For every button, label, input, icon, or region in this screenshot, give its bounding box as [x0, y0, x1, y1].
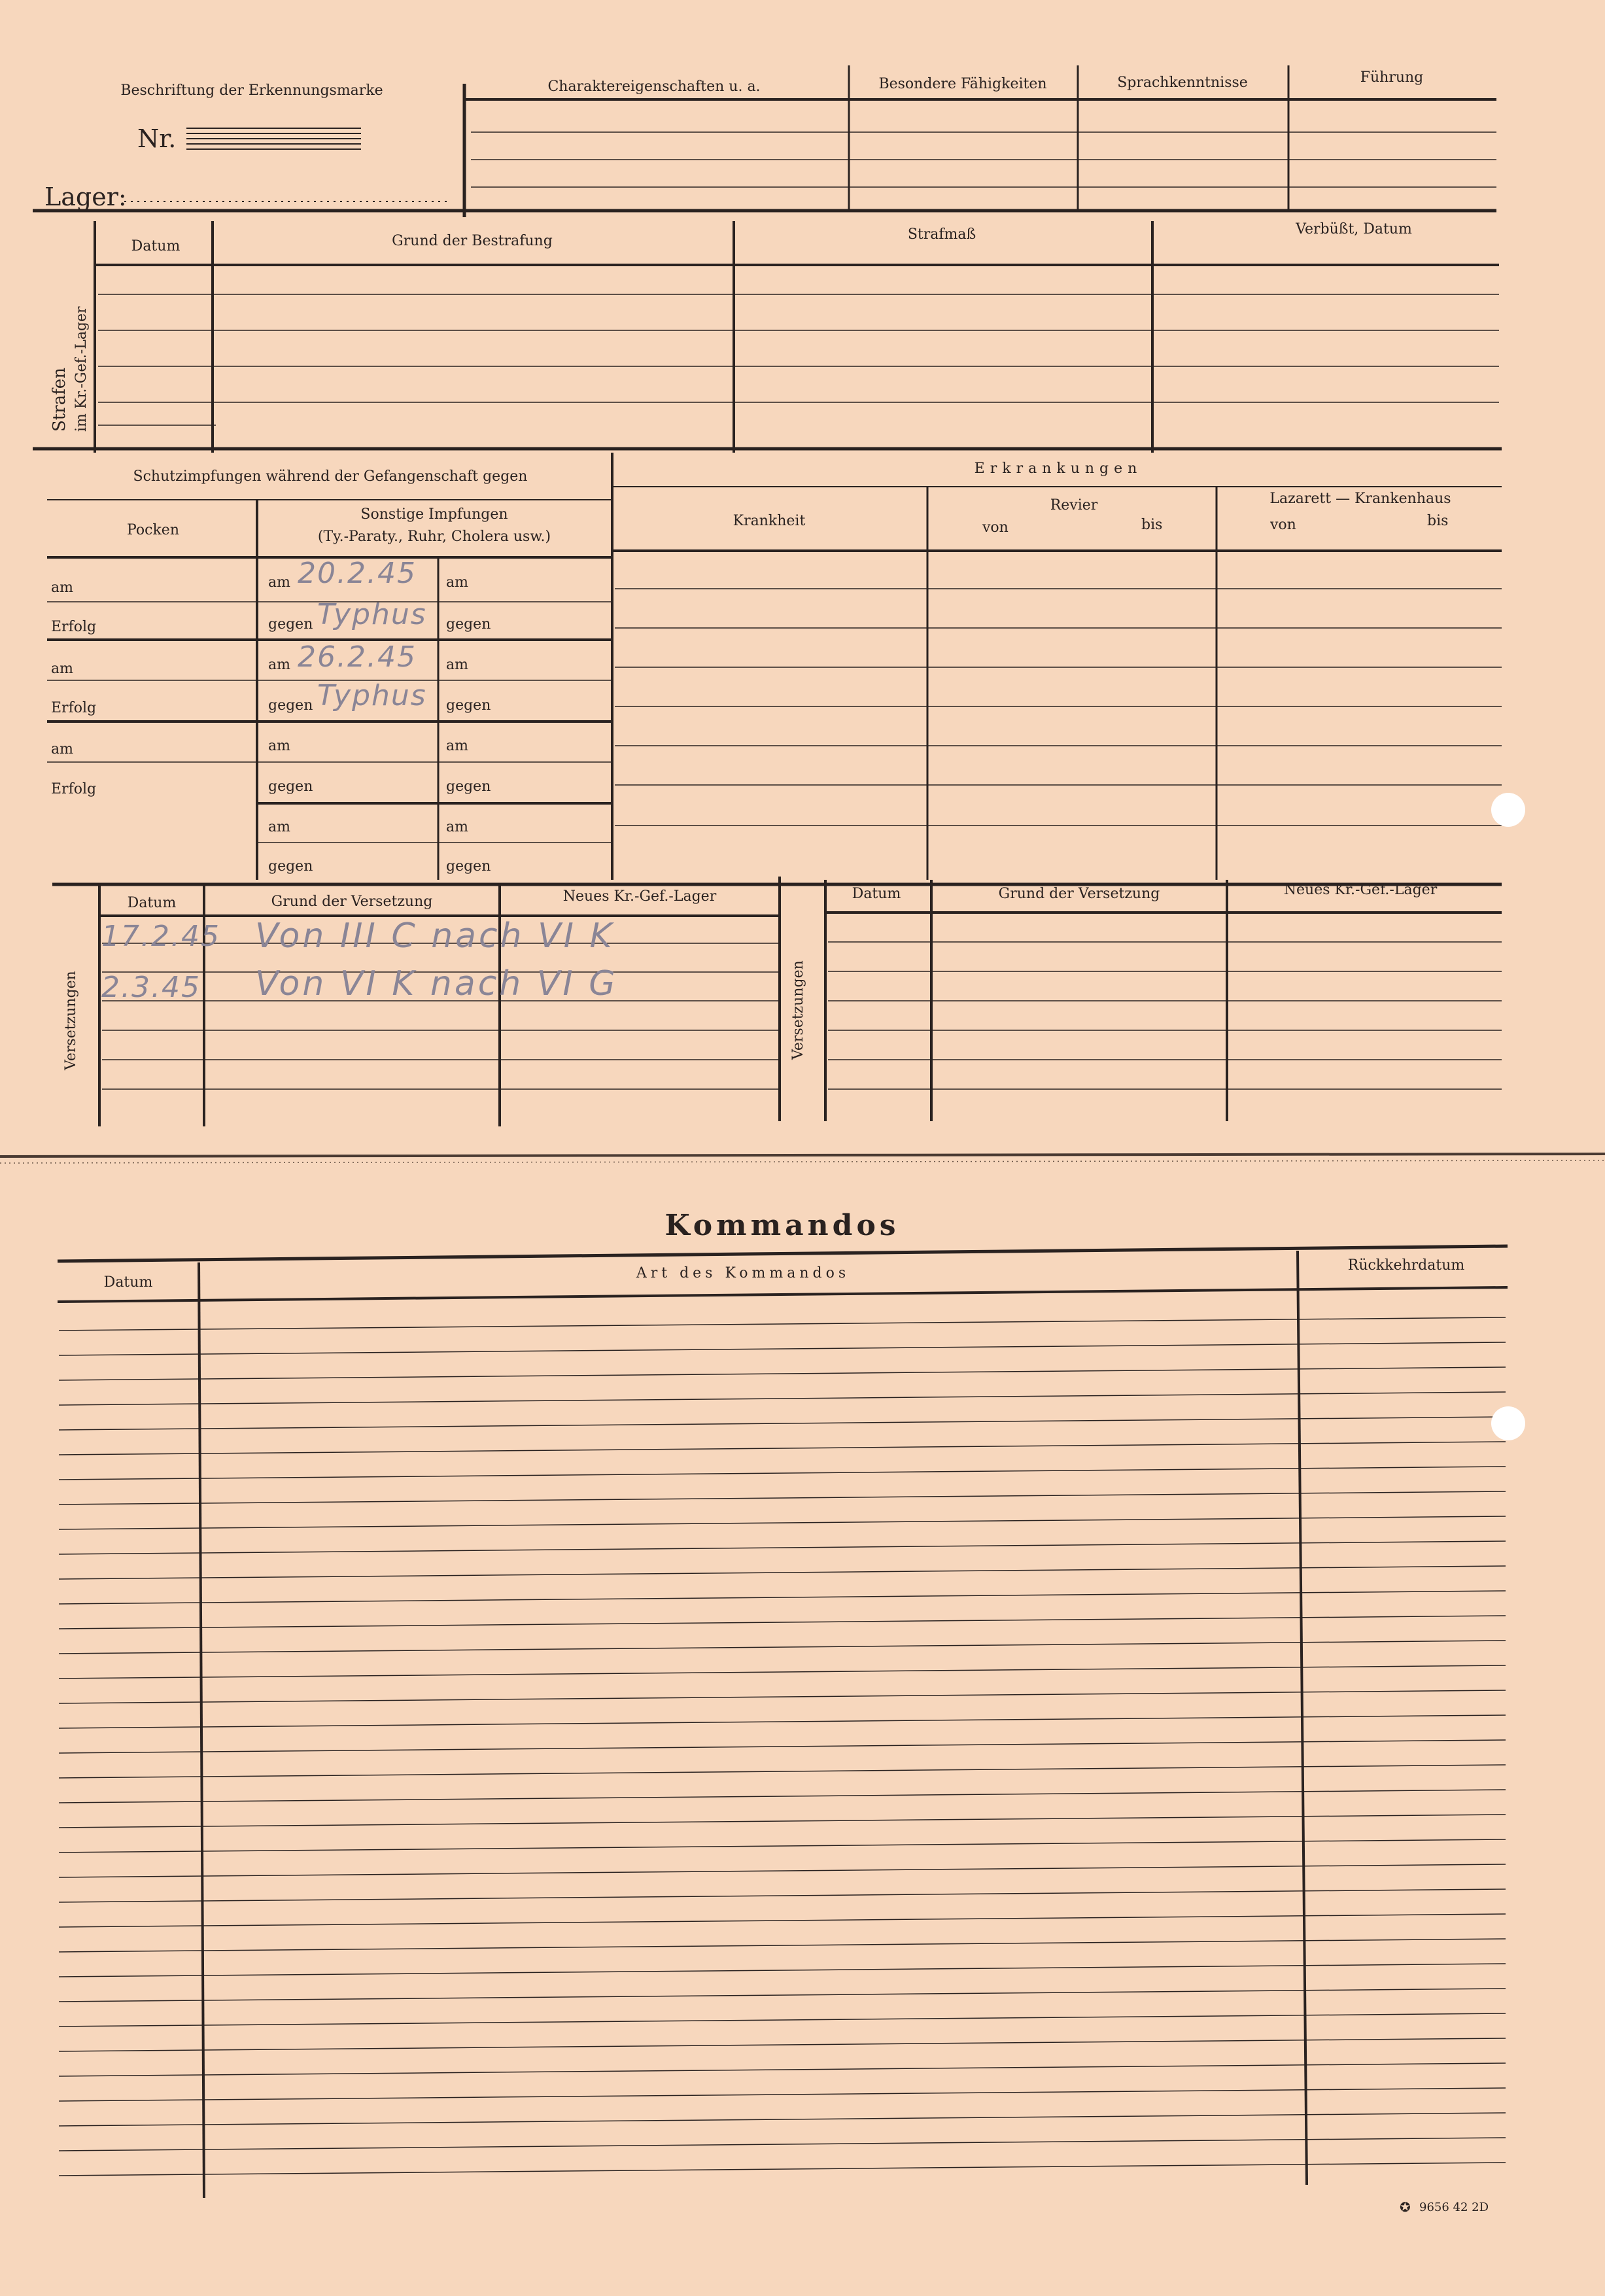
pocken-erfolg-1: Erfolg	[51, 619, 97, 635]
kommandos-rule	[59, 1790, 1506, 1803]
transfer-reason-1: Von III C nach VI K	[255, 916, 615, 956]
punch-hole	[1491, 1406, 1525, 1440]
kommandos-rule	[59, 1939, 1506, 1952]
eagle-seal-icon: ✪	[1400, 2199, 1411, 2215]
kommandos-rule	[59, 1765, 1506, 1778]
versetzungen-side-label-right: Versetzungen	[790, 960, 806, 1060]
kommandos-rule	[59, 1889, 1506, 1902]
kommandos-title: Kommandos	[664, 1209, 900, 1242]
kommandos-rule	[59, 1641, 1506, 1654]
kommandos-col-art: Art des Kommandos	[636, 1265, 850, 1281]
strafen-col-verbuesst: Verbüßt, Datum	[1296, 221, 1412, 237]
kommandos-rule	[59, 1864, 1506, 1877]
pocken-am-2: am	[51, 661, 73, 677]
versetzungen-side-label: Versetzungen	[63, 971, 79, 1070]
kommandos-rule	[59, 1467, 1506, 1480]
sonstige-b-am-3: am	[446, 738, 468, 754]
transfer-date-2: 2.3.45	[101, 971, 201, 1004]
pocken-erfolg-3: Erfolg	[51, 781, 97, 797]
erkrankungen-col-revier: Revier	[1050, 497, 1098, 513]
kommandos-col-datum: Datum	[103, 1274, 153, 1291]
impfungen-col-sonstige-2: (Ty.-Paraty., Ruhr, Cholera usw.)	[317, 529, 551, 545]
kommandos-rule	[59, 1914, 1506, 1927]
col-charakter: Charaktereigenschaften u. a.	[547, 78, 761, 95]
kommandos-rule	[59, 1815, 1506, 1828]
sonstige-am-1: am	[268, 574, 290, 591]
col-sprache: Sprachkenntnisse	[1117, 75, 1248, 91]
kommandos-rule	[59, 1665, 1506, 1679]
versetzungen-col-datum: Datum	[127, 895, 177, 911]
kommandos-rule	[59, 1417, 1506, 1430]
kommandos-rule	[59, 2138, 1506, 2151]
kommandos-rule	[59, 1541, 1506, 1554]
sonstige-gegen-3: gegen	[268, 778, 313, 795]
versetzungen-col-grund: Grund der Versetzung	[271, 894, 433, 910]
impfungen-col-pocken: Pocken	[127, 522, 179, 538]
sonstige-gegen-2: gegen	[268, 697, 313, 714]
impfungen-col-sonstige: Sonstige Impfungen	[360, 506, 508, 523]
sonstige-b-am-4: am	[446, 819, 468, 835]
kommandos-rule	[59, 1491, 1506, 1505]
versetzungen-right-col-lager: Neues Kr.-Gef.-Lager	[1283, 882, 1438, 898]
transfer-date-1: 17.2.45	[101, 920, 220, 953]
sonstige-b-gegen-3: gegen	[446, 778, 491, 795]
sonstige-b-am-2: am	[446, 657, 468, 673]
erkrankungen-col-krankheit: Krankheit	[733, 513, 806, 529]
vaccination-against-1: Typhus	[317, 598, 427, 631]
col-faehigkeiten: Besondere Fähigkeiten	[878, 76, 1047, 92]
kommandos-rule	[59, 1367, 1506, 1380]
vaccination-date-1: 20.2.45	[298, 557, 417, 590]
kommandos-rule	[59, 1839, 1506, 1852]
col-fuehrung: Führung	[1360, 69, 1424, 86]
lager-label: Lager:	[44, 183, 127, 211]
kommandos-rule	[59, 1715, 1506, 1728]
vaccination-against-2: Typhus	[317, 679, 427, 712]
strafen-col-datum: Datum	[131, 238, 181, 254]
sonstige-gegen-4: gegen	[268, 858, 313, 875]
kommandos-rule	[59, 1442, 1506, 1455]
kommandos-rule	[59, 2063, 1506, 2076]
kommandos-rule	[59, 1392, 1506, 1405]
kommandos-col-rueckkehr: Rückkehrdatum	[1347, 1257, 1465, 1274]
strafen-side-label: Strafen	[50, 368, 69, 432]
kommandos-rule	[59, 1591, 1506, 1604]
sonstige-b-gegen-2: gegen	[446, 697, 491, 714]
kommandos-rule	[59, 1989, 1506, 2002]
sonstige-b-am-1: am	[446, 574, 468, 591]
punch-hole	[1491, 793, 1525, 827]
kommandos-rule	[59, 1516, 1506, 1529]
versetzungen-col-lager: Neues Kr.-Gef.-Lager	[562, 888, 717, 905]
kommandos-rule	[59, 2163, 1506, 2176]
revier-von: von	[982, 519, 1009, 536]
kommandos-rule	[59, 1690, 1506, 1703]
erkennungsmarke-label: Beschriftung der Erkennungsmarke	[120, 82, 383, 99]
pocken-erfolg-2: Erfolg	[51, 700, 97, 716]
sonstige-am-4: am	[268, 819, 290, 835]
kommandos-rule	[59, 1616, 1506, 1629]
sonstige-b-gegen-4: gegen	[446, 858, 491, 875]
kommandos-rule	[59, 1964, 1506, 1977]
revier-bis: bis	[1141, 517, 1163, 533]
versetzungen-right-col-datum: Datum	[852, 886, 901, 902]
kommandos-rule	[59, 2013, 1506, 2026]
kommandos-rule	[59, 1317, 1506, 1331]
sonstige-am-2: am	[268, 657, 290, 673]
transfer-reason-2: Von VI K nach VI G	[255, 964, 618, 1003]
strafen-col-strafmass: Strafmaß	[907, 226, 976, 243]
kommandos-rule	[59, 2038, 1506, 2051]
lazarett-bis: bis	[1427, 513, 1449, 529]
kommandos-rule	[59, 1740, 1506, 1753]
pocken-am-1: am	[51, 580, 73, 596]
strafen-col-grund: Grund der Bestrafung	[392, 233, 553, 249]
vaccination-date-2: 26.2.45	[298, 640, 417, 674]
kommandos-rule	[59, 2088, 1506, 2101]
strafen-side-label-2: im Kr.-Gef.-Lager	[73, 306, 90, 432]
sonstige-gegen-1: gegen	[268, 616, 313, 633]
versetzungen-right-col-grund: Grund der Versetzung	[998, 886, 1160, 902]
erkrankungen-title: Erkrankungen	[974, 461, 1143, 477]
erkrankungen-col-lazarett: Lazarett — Krankenhaus	[1269, 491, 1451, 507]
nr-label: Nr.	[137, 124, 177, 153]
impfungen-title: Schutzimpfungen während der Gefangenschaft gegen	[133, 468, 528, 485]
kommandos-rule	[59, 2113, 1506, 2126]
sonstige-b-gegen-1: gegen	[446, 616, 491, 633]
lazarett-von: von	[1270, 517, 1296, 533]
print-code: 9656 42 2D	[1419, 2200, 1489, 2214]
kommandos-rule	[59, 1342, 1506, 1355]
kommandos-rule	[59, 1566, 1506, 1579]
sonstige-am-3: am	[268, 738, 290, 754]
pocken-am-3: am	[51, 741, 73, 757]
